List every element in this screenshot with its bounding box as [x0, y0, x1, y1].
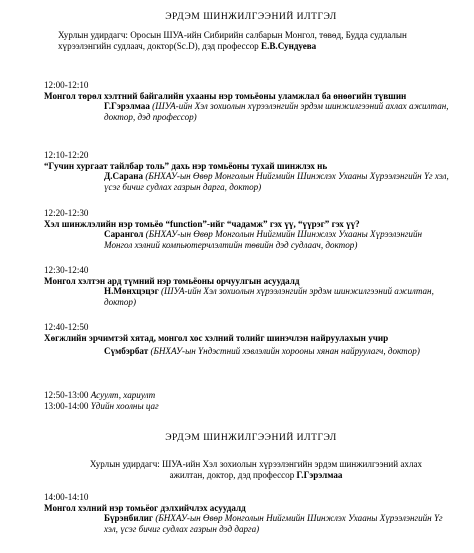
- speaker-name: Н.Мөнхцэцэг: [104, 286, 159, 297]
- speaker-name: Сүмбэрбат: [104, 346, 149, 357]
- talk-time: 12:00-12:10: [44, 80, 89, 90]
- speaker-affiliation: (БНХАУ-ын Өвөр Монголын Нийгмийн Шинжлэх Ухааны Хүрээлэнгийн Үг хэл, үсэг бичиг судлах газрын дарга, доктор): [104, 171, 449, 192]
- chair-text: Оросын ШУА-ийн Сибирийн салбарын Монгол, төвөд, Будда судлалын хүрээлэнгийн судлаач, доктор(Sc.D), дэд профессор: [58, 30, 407, 51]
- talk-speaker: [44, 229, 458, 250]
- talk-speaker: [44, 346, 458, 357]
- talk-speaker: [44, 171, 458, 192]
- speaker-affiliation: (БНХАУ-ын Өвөр Монголын Нийгмийн Шинжлэх Ухааны Хүрээлэнгийн Үг хэл, үсэг бичиг судлах газрын дэд дарга): [104, 513, 443, 534]
- chair-name: Г.Гэрэлмаа: [296, 469, 343, 480]
- talk-title: Монгол хэлний нэр томьёог дэлхийчлэх асуудалд: [44, 502, 246, 513]
- break-label: Үдийн хоолны цаг: [90, 400, 159, 411]
- break-label: Асуулт, хариулт: [90, 390, 156, 400]
- speaker-affiliation: (БНХАУ-ын Үндэстний хэвлэлийн хорооны хянан найруулагч, доктор): [148, 346, 420, 357]
- talk-title: Хөгжлийн эрчимтэй хятад, монгол хос хэлний толийг шинэчлэн найруулахын учир: [44, 332, 389, 343]
- talk-time: 14:00-14:10: [44, 492, 89, 502]
- talk-time: 12:30-12:40: [44, 265, 89, 275]
- talk-entry: [44, 208, 458, 250]
- break-item: [44, 390, 458, 401]
- chair-name: Е.В.Сундуева: [261, 40, 317, 51]
- talk-title: Монгол хэлтэн ард түмний нэр томьёоны орчуулгын асуудалд: [44, 275, 300, 286]
- speaker-name: Д.Сарана: [104, 171, 144, 182]
- speaker-name: Бүрэнбилиг: [104, 513, 154, 524]
- talk-title: Монгол төрөл хэлтний байгалийн ухааны нэр томьёоны уламжлал ба өнөөгийн түвшин: [44, 90, 407, 101]
- section-title-2: ЭРДЭМ ШИНЖИЛГЭЭНИЙ ИЛТГЭЛ: [165, 432, 337, 443]
- speaker-name: Сарангол: [104, 229, 144, 240]
- talk-entry: [44, 80, 458, 122]
- speaker-affiliation: (БНХАУ-ын Өвөр Монголын Нийгмийн Шинжлэх Ухааны Хүрээлэнгийн Монгол хэлний компьютерчлэлтийн төвийн дэд судлаач, доктор): [104, 229, 423, 250]
- speaker-affiliation: (ШУА-ийн Хэл зохиолын хүрээлэнгийн эрдэм шинжилгээний ахлах ажилтан, доктор, дэд профессор): [104, 101, 449, 122]
- session-chair-2: [44, 459, 458, 480]
- session-chair-1: [44, 30, 458, 51]
- talk-title: “Гучин хургаат тайлбар толь” дахь нэр томьёоны тухай шинжлэх нь: [44, 160, 328, 171]
- section-title-1: ЭРДЭМ ШИНЖИЛГЭЭНИЙ ИЛТГЭЛ: [165, 11, 337, 22]
- talk-entry: [44, 150, 458, 192]
- break-time: 12:50-13:00: [44, 390, 89, 400]
- speaker-name: Г.Гэрэлмаа: [104, 101, 150, 112]
- talk-entry: [44, 322, 458, 357]
- talk-title: Хэл шинжлэлийн нэр томьёо “function”-ийг “чадамж” гэх үү, “үүрэг” гэх үү?: [44, 218, 360, 229]
- break-item: [44, 401, 458, 412]
- talk-speaker: [44, 101, 458, 122]
- talk-time: 12:10-12:20: [44, 150, 89, 160]
- talk-entry: [44, 492, 458, 534]
- chair-prefix: Хурлын удирдагч:: [89, 459, 163, 469]
- break-list: [44, 390, 458, 411]
- talk-speaker: [44, 286, 458, 307]
- chair-text: ШУА-ийн Хэл зохиолын хүрээлэнгийн эрдэм шинжилгээний ахлах ажилтан, доктор, дэд профессор: [162, 459, 423, 480]
- break-time: 13:00-14:00: [44, 400, 89, 411]
- speaker-affiliation: (ШУА-ийн Хэл зохиолын хүрээлэнгийн эрдэм шинжилгээний ажилтан, доктор): [104, 286, 434, 307]
- talk-speaker: [44, 513, 458, 534]
- talk-time: 12:40-12:50: [44, 322, 89, 332]
- chair-prefix: Хурлын удирдагч:: [58, 30, 131, 40]
- talk-entry: [44, 265, 458, 307]
- talk-time: 12:20-12:30: [44, 208, 89, 218]
